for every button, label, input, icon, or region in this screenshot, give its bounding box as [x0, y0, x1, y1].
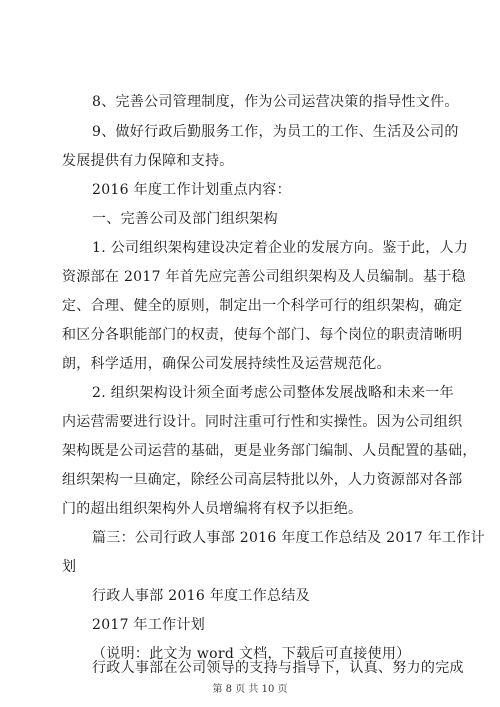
section-heading: 划 — [62, 559, 77, 575]
text-line: 定、合理、健全的原则，制定出一个科学可行的组织架构，确定 — [62, 298, 463, 314]
text-line: 8、完善公司管理制度，作为公司运营决策的指导性文件。 — [92, 94, 459, 110]
text-line: 组织架构一旦确定，除经公司高层特批以外，人力资源部对各部 — [62, 472, 463, 488]
text-line: 资源部在 2017 年首先应完善公司组织架构及人员编制。基于稳 — [62, 269, 466, 285]
text-line: 架构既是公司运营的基础，更是业务部门编制、人员配置的基础， — [62, 443, 477, 459]
text-line: 9、做好行政后勤服务工作，为员工的工作、生活及公司的 — [92, 124, 459, 140]
text-line: 发展提供有力保障和支持。 — [62, 153, 234, 169]
section-heading: 篇三：公司行政人事部 2016 年度工作总结及 2017 年工作计 — [92, 530, 485, 546]
text-line: 行政人事部在公司领导的支持与指导下，认真、努力的完成 — [92, 660, 464, 676]
text-line: 2. 组织架构设计须全面考虑公司整体发展战略和未来一年 — [92, 385, 454, 401]
text-line: 1. 公司组织架构建设决定着企业的发展方向。鉴于此，人力 — [92, 240, 469, 256]
text-line: 朗，科学适用，确保公司发展持续性及运营规范化。 — [62, 356, 391, 372]
document-title: 行政人事部 2016 年度工作总结及 — [92, 588, 310, 604]
text-line: 和区分各职能部门的权责，使每个部门、每个岗位的职责清晰明 — [62, 327, 463, 343]
text-line: 内运营需要进行设计。同时注重可行性和实操性。因为公司组织 — [62, 414, 463, 430]
text-line: 2016 年度工作计划重点内容： — [92, 182, 291, 198]
text-line: 门的超出组织架构外人员增编将有权予以拒绝。 — [62, 501, 363, 517]
document-title: 2017 年工作计划 — [92, 617, 206, 633]
page-number-footer: 第 8 页 共 10 页 — [212, 684, 288, 695]
text-line: （说明：此文为 word 文档，下载后可直接使用） — [92, 646, 411, 662]
section-heading: 一、完善公司及部门组织架构 — [92, 211, 278, 227]
